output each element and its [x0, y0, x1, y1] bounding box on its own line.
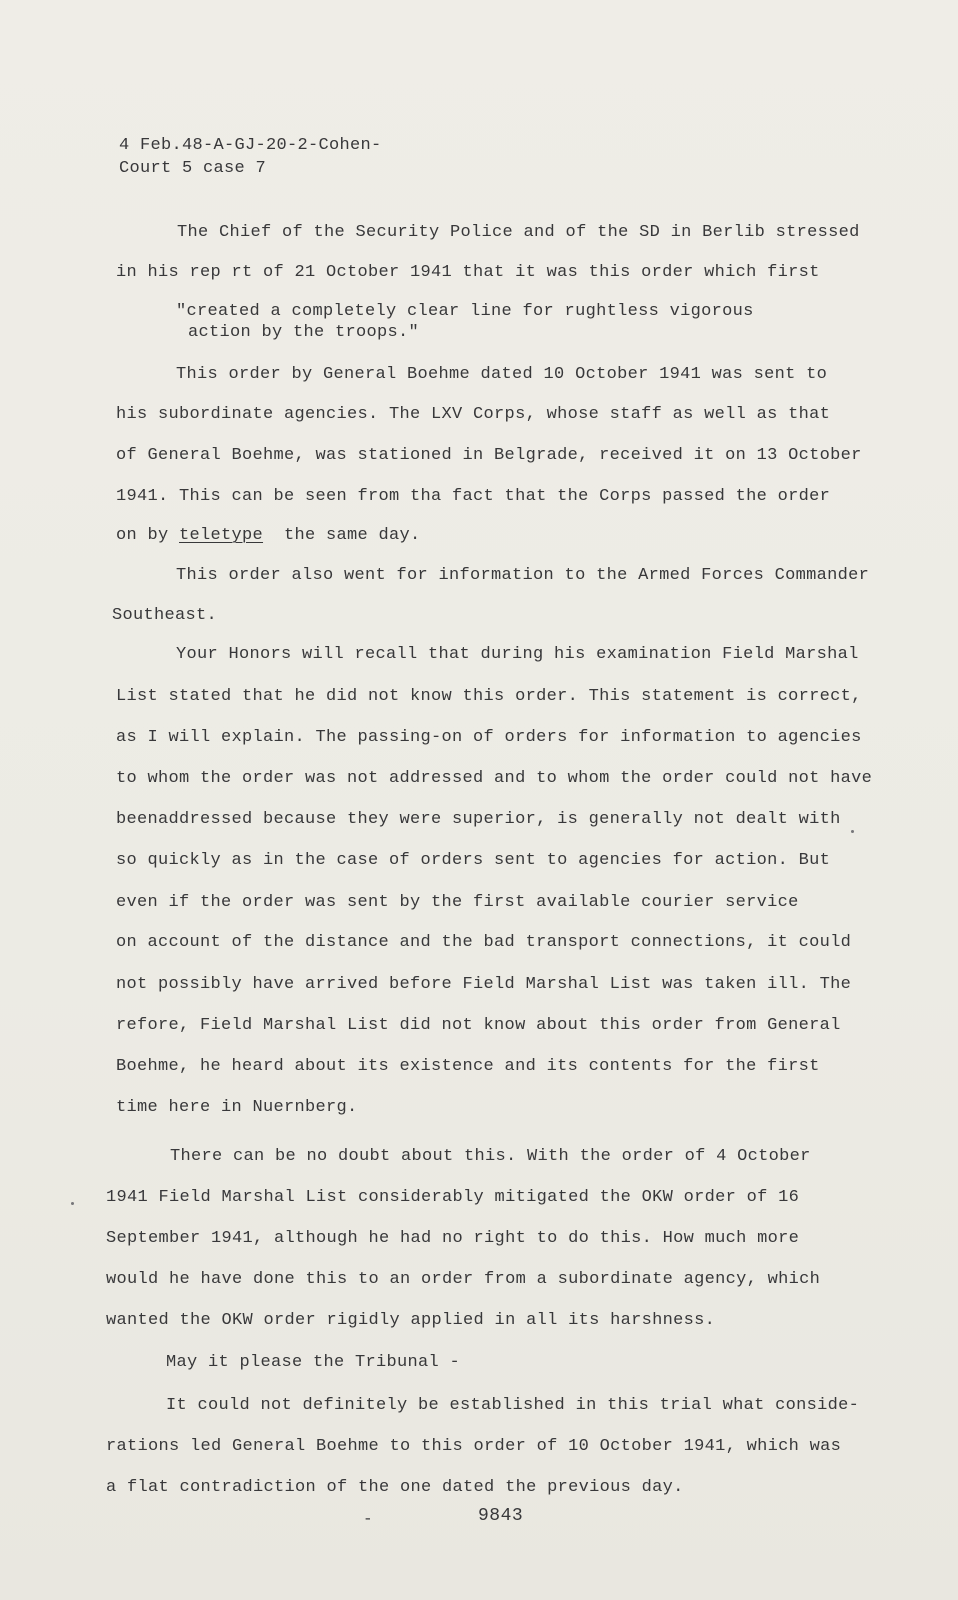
page-number: 9843 [478, 1506, 524, 1526]
body-line: in his rep rt of 21 October 1941 that it was this order which first [116, 263, 820, 282]
body-line-end: the same day. [263, 526, 421, 545]
body-line: his subordinate agencies. The LXV Corps, whose staff as well as that [116, 405, 831, 424]
header-line-2: Court 5 case 7 [119, 159, 267, 178]
underlined-word: teletype [179, 526, 264, 545]
body-line: Your Honors will recall that during his examination Field Marshal [176, 645, 859, 664]
body-line: a flat contradiction of the one dated the previous day. [106, 1478, 684, 1497]
quote-line: action by the troops." [188, 323, 420, 342]
body-line: This order also went for information to the Armed Forces Commander [176, 566, 870, 585]
body-line: on account of the distance and the bad transport connections, it could [116, 933, 852, 952]
body-line: Southeast. [112, 606, 218, 625]
body-line: so quickly as in the case of orders sent to agencies for action. But [116, 851, 831, 870]
body-line: List stated that he did not know this order. This statement is correct, [116, 687, 862, 706]
body-line: to whom the order was not addressed and to whom the order could not have [116, 769, 873, 788]
header-line-1: 4 Feb.48-A-GJ-20-2-Cohen- [119, 136, 382, 155]
body-line: not possibly have arrived before Field Marshal List was taken ill. The [116, 975, 852, 994]
body-line: The Chief of the Security Police and of the SD in Berlib stressed [177, 223, 860, 242]
body-line: rations led General Boehme to this order of 10 October 1941, which was [106, 1437, 842, 1456]
body-line: beenaddressed because they were superior, is generally not dealt with [116, 810, 841, 829]
body-line: of General Boehme, was stationed in Belgrade, received it on 13 October [116, 446, 862, 465]
body-line: September 1941, although he had no right to do this. How much more [106, 1229, 800, 1248]
body-line: This order by General Boehme dated 10 October 1941 was sent to [176, 365, 828, 384]
body-line: wanted the OKW order rigidly applied in all its harshness. [106, 1311, 716, 1330]
body-line: 1941. This can be seen from tha fact that the Corps passed the order [116, 487, 831, 506]
body-line: Boehme, he heard about its existence and its contents for the first [116, 1057, 820, 1076]
body-line: There can be no doubt about this. With the order of 4 October [170, 1147, 811, 1166]
stray-mark [71, 1202, 74, 1205]
body-line: as I will explain. The passing-on of orders for information to agencies [116, 728, 862, 747]
body-line: May it please the Tribunal - [166, 1353, 461, 1372]
body-line: 1941 Field Marshal List considerably mitigated the OKW order of 16 [106, 1188, 800, 1207]
body-line: even if the order was sent by the first available courier service [116, 893, 799, 912]
stray-mark [851, 830, 854, 833]
body-line: time here in Nuernberg. [116, 1098, 358, 1117]
body-line [116, 525, 421, 547]
quote-line: "created a completely clear line for rughtless vigorous [176, 302, 754, 321]
footer-dash: - [363, 1510, 373, 1528]
body-line: would he have done this to an order from a subordinate agency, which [106, 1270, 821, 1289]
body-line: It could not definitely be established in this trial what conside- [166, 1396, 860, 1415]
body-line-start: on by [116, 526, 180, 545]
body-line: refore, Field Marshal List did not know about this order from General [116, 1016, 841, 1035]
